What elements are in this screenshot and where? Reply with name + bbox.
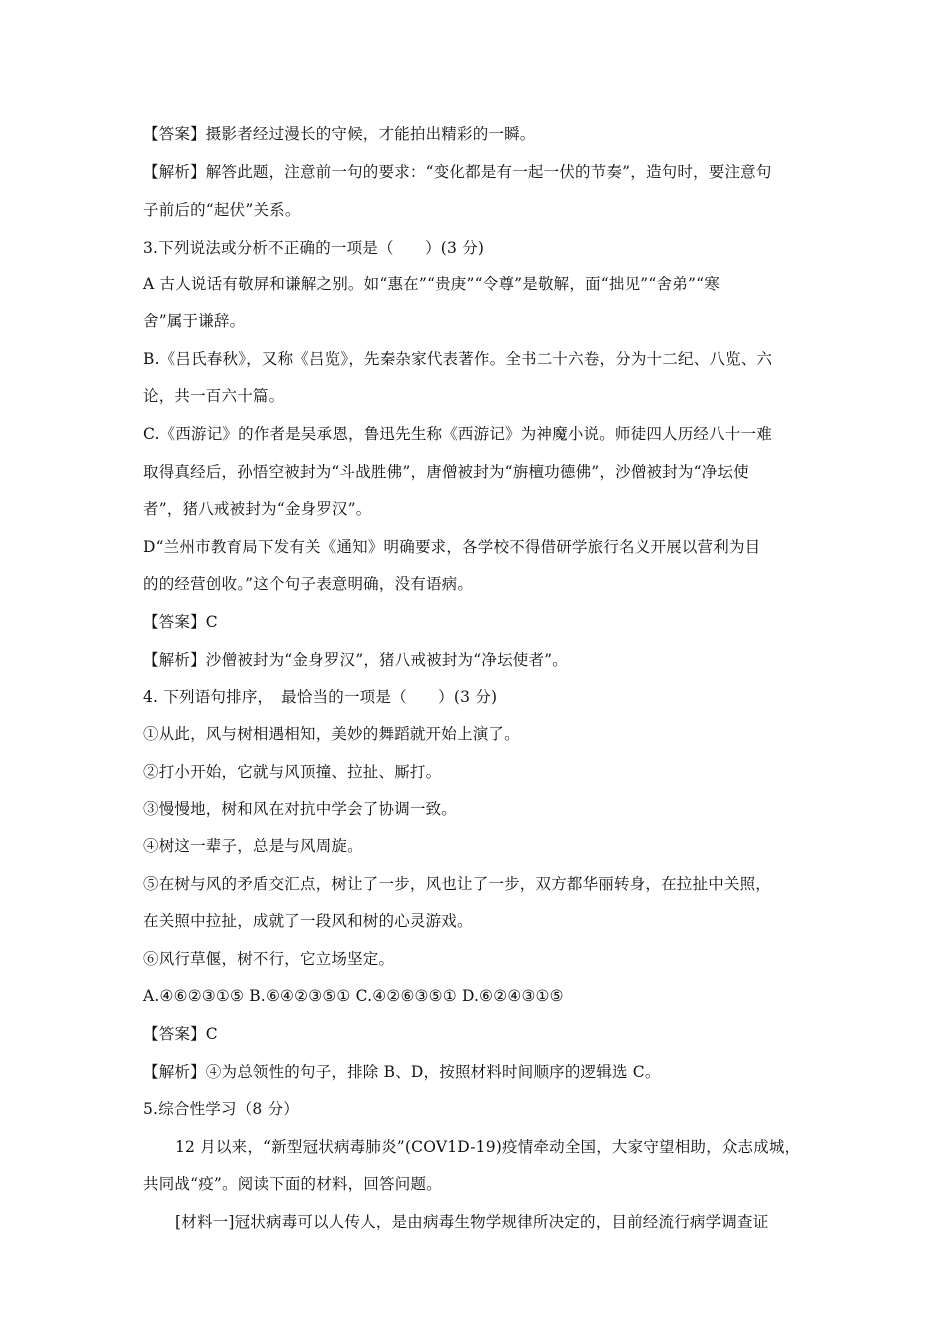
question-3: 3.下列说法或分析不正确的一项是（ ）(3 分) [143, 239, 485, 257]
option-a-cont: 舍”属于谦辞。 [143, 312, 246, 330]
sentence-6: ⑥风行草偃，树不行，它立场坚定。 [143, 950, 395, 968]
option-c-cont-2: 者”，猪八戒被封为“金身罗汉”。 [143, 500, 372, 518]
sentence-5-cont: 在关照中拉扯，成就了一段风和树的心灵游戏。 [143, 912, 473, 930]
analysis-line: 【解析】④为总领性的句子，排除 B、D，按照材料时间顺序的逻辑选 C。 [143, 1063, 661, 1081]
sentence-1: ①从此，风与树相遇相知，美妙的舞蹈就开始上演了。 [143, 725, 520, 743]
material-one-line: [材料一]冠状病毒可以人传人，是由病毒生物学规律所决定的，目前经流行病学调查证 [175, 1213, 769, 1231]
sentence-3: ③慢慢地，树和风在对抗中学会了协调一致。 [143, 800, 458, 818]
sentence-2: ②打小开始，它就与风顶撞、拉扯、厮打。 [143, 763, 442, 781]
option-c-cont: 取得真经后，孙悟空被封为“斗战胜佛”，唐僧被封为“旃檀功德佛”，沙僧被封为“净坛使 [143, 463, 749, 481]
answer-line: 【答案】C [143, 1025, 218, 1043]
option-c: C.《西游记》的作者是吴承恩，鲁迅先生称《西游记》为神魔小说。师徒四人历经八十一难 [143, 425, 772, 443]
analysis-line: 【解析】沙僧被封为“金身罗汉”，猪八戒被封为“净坛使者”。 [143, 651, 568, 669]
option-b: B.《吕氏春秋》，又称《吕览》，先秦杂家代表著作。全书二十六卷，分为十二纪、八览、六 [143, 350, 773, 368]
option-b-cont: 论，共一百六十篇。 [143, 387, 285, 405]
sentence-4: ④树这一辈子，总是与风周旋。 [143, 837, 363, 855]
analysis-line: 【解析】解答此题，注意前一句的要求：“变化都是有一起一伏的节奏”，造句时，要注意句 [143, 163, 772, 181]
passage-line: 12 月以来，“新型冠状病毒肺炎”(COV1D-19)疫情牵动全国，大家守望相助，众志成城， [175, 1138, 801, 1156]
question-5: 5.综合性学习（8 分） [143, 1100, 299, 1118]
analysis-line-cont: 子前后的“起伏”关系。 [143, 201, 301, 219]
option-d: D“兰州市教育局下发有关《通知》明确要求，各学校不得借研学旅行名义开展以营利为目 [143, 538, 761, 556]
choices-line: A.④⑥②③①⑤ B.⑥④②③⑤① C.④②⑥③⑤① D.⑥②④③①⑤ [143, 987, 564, 1005]
question-4: 4. 下列语句排序， 最恰当的一项是（ ）(3 分) [143, 688, 498, 706]
sentence-5: ⑤在树与风的矛盾交汇点，树让了一步，风也让了一步，双方都华丽转身，在拉扯中关照， [143, 875, 772, 893]
answer-line: 【答案】C [143, 613, 218, 631]
option-a: A 古人说话有敬屏和谦解之别。如“惠在”“贵庚”“令尊”是敬解，面“拙见”“舍弟”“寒 [143, 275, 720, 293]
answer-line: 【答案】摄影者经过漫长的守候，才能拍出精彩的一瞬。 [143, 125, 536, 143]
passage-line-cont: 共同战“疫”。阅读下面的材料，回答问题。 [143, 1175, 442, 1193]
option-d-cont: 的的经营创收。”这个句子表意明确，没有语病。 [143, 575, 474, 593]
